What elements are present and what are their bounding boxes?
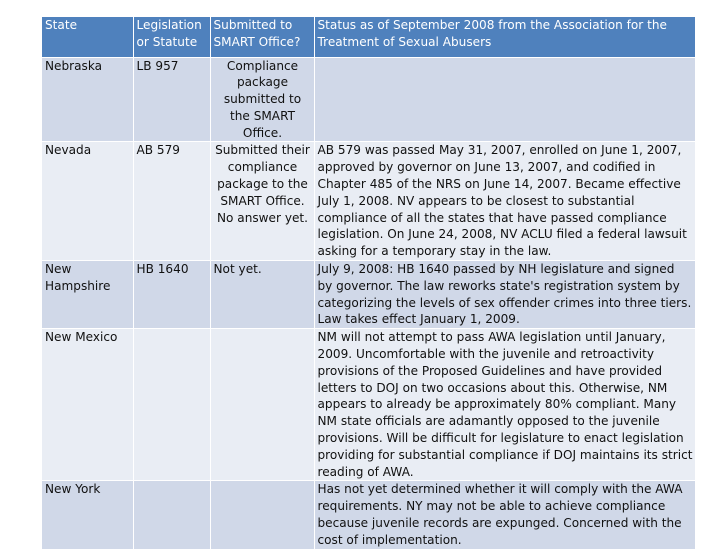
table-row <box>42 329 695 481</box>
status-cell: NM will not attempt to pass AWA legislation until January, 2009. Uncomfortable with the juvenile and retroactivity provisions of the Proposed Guidelines and have provided letters to DOJ on two occasions about this. Otherwise, NM appears to already be approximately 80% compliant. Many NM state officials are adamantly opposed to the juvenile provisions. Will be difficult for legislature to enact legislation providing for substantial compliance if DOJ maintains its strict reading of AWA. <box>317 330 693 479</box>
status-cell: AB 579 was passed May 31, 2007, enrolled on June 1, 2007, approved by governor on June 13, 2007, and codified in Chapter 485 of the NRS on June 14, 2007. Became effective July 1, 2008. NV appears to be closest to substantial compliance of all the states that have passed compliance legislation. On June 24, 2008, NV ACLU filed a federal lawsuit asking for a temporary stay in the law. <box>317 143 687 259</box>
compliance-table <box>42 17 695 549</box>
submitted-cell: Compliance package submitted to the SMART Office. <box>210 57 314 142</box>
legislation-cell: LB 957 <box>133 57 210 142</box>
state-cell: Nevada <box>42 142 133 261</box>
table-row <box>42 261 695 329</box>
state-cell: Nebraska <box>42 57 133 142</box>
legislation-cell: HB 1640 <box>133 261 210 329</box>
header-submitted: Submitted to SMART Office? <box>210 17 314 57</box>
legislation-cell: AB 579 <box>133 142 210 261</box>
status-cell: July 9, 2008: HB 1640 passed by NH legislature and signed by governor. The law reworks state's registration system by categorizing the levels of sex offender crimes into three tiers. Law takes effect January 1, 2009. <box>317 262 692 327</box>
state-cell: New York <box>42 481 133 549</box>
status-cell <box>314 57 695 142</box>
table-row <box>42 142 695 261</box>
state-cell: New Hampshire <box>42 261 133 329</box>
submitted-cell <box>210 481 314 549</box>
status-cell: Has not yet determined whether it will comply with the AWA requirements. NY may not be able to achieve compliance because juvenile records are expunged. Concerned with the cost of implementation. <box>317 482 683 547</box>
legislation-cell <box>133 329 210 481</box>
header-row <box>42 17 695 57</box>
header-state: State <box>42 17 133 57</box>
state-cell: New Mexico <box>42 329 133 481</box>
submitted-cell: Submitted their compliance package to the SMART Office. No answer yet. <box>210 142 314 261</box>
table-row <box>42 57 695 142</box>
header-legislation: Legislation or Statute <box>133 17 210 57</box>
submitted-cell <box>210 329 314 481</box>
header-status: Status as of September 2008 from the Association for the Treatment of Sexual Abusers <box>317 18 667 49</box>
table-row <box>42 481 695 549</box>
submitted-cell: Not yet. <box>210 261 314 329</box>
legislation-cell <box>133 481 210 549</box>
